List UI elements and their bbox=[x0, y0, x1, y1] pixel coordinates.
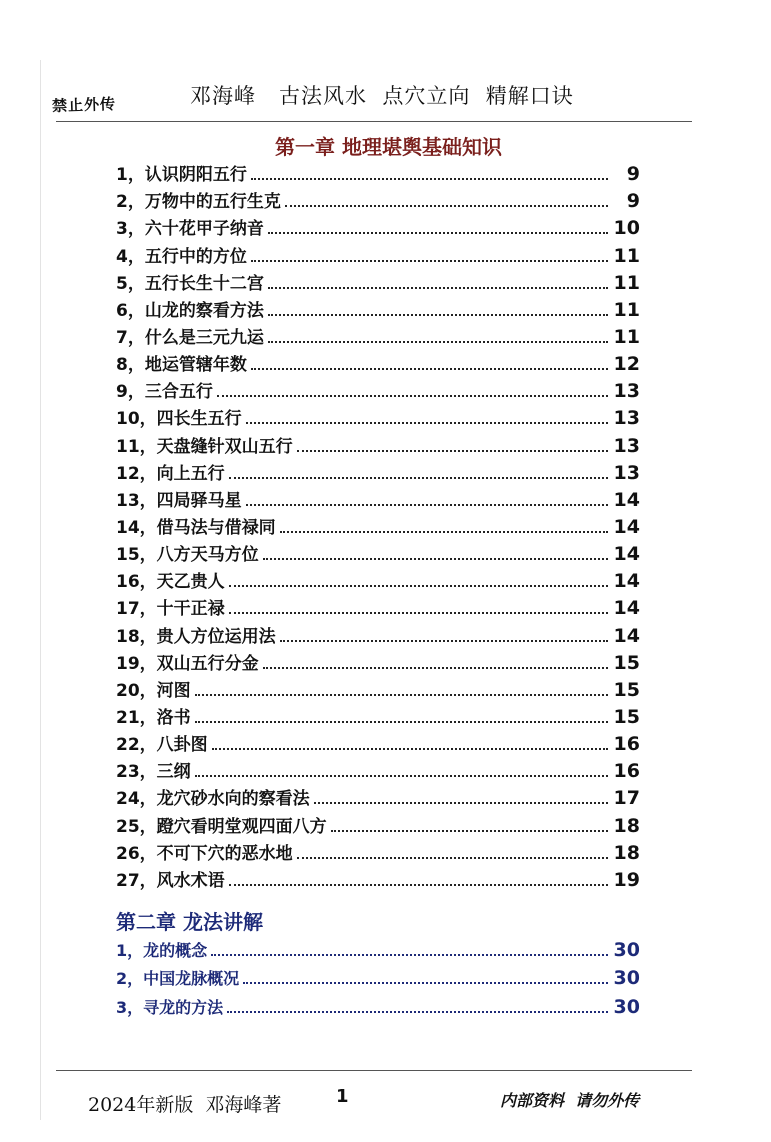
toc-entry-label: 6，山龙的察看方法 bbox=[116, 300, 264, 321]
toc-leader-dots bbox=[195, 721, 608, 723]
toc-entry-label: 20，河图 bbox=[116, 680, 191, 701]
toc-leader-dots bbox=[297, 450, 608, 452]
toc-entry[interactable] bbox=[116, 429, 640, 456]
toc-entry-label: 23，三纲 bbox=[116, 762, 191, 783]
toc-leader-dots bbox=[217, 395, 608, 397]
toc-entry-page: 13 bbox=[613, 407, 640, 430]
toc-entry-label: 3，六十花甲子纳音 bbox=[116, 219, 264, 240]
toc-entry-label: 27，风水术语 bbox=[116, 870, 225, 891]
toc-entry-page: 16 bbox=[613, 760, 640, 783]
toc-leader-dots bbox=[285, 205, 608, 207]
toc-entry[interactable] bbox=[116, 728, 640, 755]
toc-entry-page: 17 bbox=[613, 787, 640, 810]
toc-entry-label: 12，向上五行 bbox=[116, 463, 225, 484]
toc-entry-label: 9，三合五行 bbox=[116, 382, 213, 403]
toc-entry[interactable] bbox=[116, 674, 640, 701]
footer-edition: 2024年新版 邓海峰著 bbox=[88, 1094, 282, 1116]
toc-entry-page: 14 bbox=[613, 543, 640, 566]
toc-entry[interactable] bbox=[116, 294, 640, 321]
toc-entry-label: 21，洛书 bbox=[116, 707, 191, 728]
toc-entry-label: 14，借马法与借禄同 bbox=[116, 517, 276, 538]
toc-entry-label: 1，龙的概念 bbox=[116, 940, 208, 960]
toc-entry[interactable] bbox=[116, 864, 640, 891]
toc-entry-label: 10，四长生五行 bbox=[116, 409, 242, 430]
toc-leader-dots bbox=[195, 775, 608, 777]
toc-entry[interactable] bbox=[116, 321, 640, 348]
chapter2-title: 第二章 龙法讲解 bbox=[116, 910, 263, 934]
toc-entry[interactable] bbox=[116, 809, 640, 836]
toc-entry-label: 17，十干正禄 bbox=[116, 599, 225, 620]
toc-entry-page: 14 bbox=[613, 488, 640, 511]
toc-entry-page: 18 bbox=[613, 814, 640, 837]
toc-entry[interactable] bbox=[116, 592, 640, 619]
header-title: 邓海峰 古法风水 点穴立向 精解口诀 bbox=[190, 84, 574, 108]
toc-entry-page: 11 bbox=[613, 325, 640, 348]
toc-leader-dots bbox=[263, 667, 608, 669]
toc-entry[interactable] bbox=[116, 457, 640, 484]
toc-entry[interactable] bbox=[116, 565, 640, 592]
toc-entry-page: 11 bbox=[613, 271, 640, 294]
toc-leader-dots bbox=[314, 802, 608, 804]
toc-entry-label: 1，认识阴阳五行 bbox=[116, 165, 247, 186]
toc-entry-page: 30 bbox=[613, 938, 640, 961]
toc-entry-label: 25，蹬穴看明堂观四面八方 bbox=[116, 816, 327, 837]
toc-entry-label: 18，贵人方位运用法 bbox=[116, 626, 276, 647]
toc-entry-page: 14 bbox=[613, 597, 640, 620]
toc-entry[interactable] bbox=[116, 961, 640, 990]
toc-entry-label: 15，八方天马方位 bbox=[116, 545, 259, 566]
toc-entry-page: 11 bbox=[613, 298, 640, 321]
toc-entry-page: 19 bbox=[613, 868, 640, 891]
toc-leader-dots bbox=[229, 585, 608, 587]
toc-entry-page: 12 bbox=[613, 353, 640, 376]
toc-entry[interactable] bbox=[116, 932, 640, 961]
toc-entry[interactable] bbox=[116, 158, 640, 185]
toc-entry-page: 10 bbox=[613, 217, 640, 240]
page-edge bbox=[40, 60, 41, 1120]
toc-entry[interactable] bbox=[116, 185, 640, 212]
toc-entry-label: 22，八卦图 bbox=[116, 735, 208, 756]
chapter1-title: 第一章 地理堪舆基础知识 bbox=[275, 135, 502, 159]
toc-leader-dots bbox=[227, 1011, 607, 1013]
toc-leader-dots bbox=[268, 232, 608, 234]
toc-entry[interactable] bbox=[116, 782, 640, 809]
toc-entry[interactable] bbox=[116, 484, 640, 511]
toc-leader-dots bbox=[331, 830, 608, 832]
toc-entry[interactable] bbox=[116, 989, 640, 1018]
footer-page-number: 1 bbox=[336, 1086, 349, 1107]
footer-rule bbox=[56, 1070, 692, 1071]
toc-entry-page: 13 bbox=[613, 434, 640, 457]
toc-entry[interactable] bbox=[116, 239, 640, 266]
toc-leader-dots bbox=[268, 314, 608, 316]
toc-entry[interactable] bbox=[116, 267, 640, 294]
toc-leader-dots bbox=[280, 640, 608, 642]
toc-entry-label: 7，什么是三元九运 bbox=[116, 327, 264, 348]
toc-leader-dots bbox=[229, 477, 608, 479]
chapter2-toc bbox=[116, 932, 640, 1018]
toc-entry-page: 9 bbox=[626, 190, 640, 213]
header-stamp: 禁止外传 bbox=[51, 94, 117, 116]
toc-entry-label: 4，五行中的方位 bbox=[116, 246, 247, 267]
toc-leader-dots bbox=[246, 422, 608, 424]
toc-entry-page: 15 bbox=[613, 651, 640, 674]
toc-leader-dots bbox=[211, 954, 607, 956]
toc-entry-page: 18 bbox=[613, 841, 640, 864]
toc-entry-label: 19，双山五行分金 bbox=[116, 653, 259, 674]
toc-entry[interactable] bbox=[116, 619, 640, 646]
toc-entry[interactable] bbox=[116, 348, 640, 375]
toc-entry-page: 9 bbox=[626, 163, 640, 186]
toc-leader-dots bbox=[263, 558, 608, 560]
toc-entry[interactable] bbox=[116, 375, 640, 402]
toc-entry-page: 16 bbox=[613, 733, 640, 756]
toc-leader-dots bbox=[251, 368, 608, 370]
toc-entry[interactable] bbox=[116, 701, 640, 728]
toc-entry[interactable] bbox=[116, 402, 640, 429]
toc-leader-dots bbox=[229, 612, 608, 614]
toc-entry-label: 24，龙穴砂水向的察看法 bbox=[116, 789, 310, 810]
toc-entry-page: 13 bbox=[613, 380, 640, 403]
toc-leader-dots bbox=[212, 748, 608, 750]
toc-leader-dots bbox=[280, 531, 608, 533]
toc-entry-page: 14 bbox=[613, 570, 640, 593]
toc-entry-page: 14 bbox=[613, 515, 640, 538]
toc-leader-dots bbox=[229, 884, 608, 886]
toc-leader-dots bbox=[195, 694, 608, 696]
toc-entry[interactable] bbox=[116, 837, 640, 864]
toc-leader-dots bbox=[297, 857, 608, 859]
toc-entry[interactable] bbox=[116, 511, 640, 538]
toc-entry[interactable] bbox=[116, 647, 640, 674]
toc-entry-label: 3，寻龙的方法 bbox=[116, 997, 224, 1017]
toc-leader-dots bbox=[268, 287, 608, 289]
toc-entry[interactable] bbox=[116, 538, 640, 565]
toc-entry-page: 15 bbox=[613, 678, 640, 701]
toc-entry-label: 8，地运管辖年数 bbox=[116, 355, 247, 376]
toc-entry-label: 5，五行长生十二宫 bbox=[116, 273, 264, 294]
toc-entry-page: 13 bbox=[613, 461, 640, 484]
toc-entry-label: 11，天盘缝针双山五行 bbox=[116, 436, 293, 457]
toc-entry-page: 30 bbox=[613, 967, 640, 989]
toc-entry[interactable] bbox=[116, 755, 640, 782]
toc-leader-dots bbox=[243, 982, 607, 984]
toc-entry-page: 11 bbox=[613, 244, 640, 267]
toc-entry-label: 26，不可下穴的恶水地 bbox=[116, 843, 293, 864]
toc-entry-label: 2，中国龙脉概况 bbox=[116, 969, 240, 988]
toc-leader-dots bbox=[251, 260, 608, 262]
toc-leader-dots bbox=[246, 504, 608, 506]
toc-entry-page: 14 bbox=[613, 624, 640, 647]
toc-leader-dots bbox=[268, 341, 608, 343]
footer-note: 内部资料 请勿外传 bbox=[500, 1091, 640, 1110]
toc-entry-label: 13，四局驿马星 bbox=[116, 490, 242, 511]
chapter1-toc bbox=[116, 158, 640, 891]
toc-entry-label: 16，天乙贵人 bbox=[116, 572, 225, 593]
toc-leader-dots bbox=[251, 178, 608, 180]
toc-entry-label: 2，万物中的五行生克 bbox=[116, 192, 281, 213]
toc-entry-page: 30 bbox=[613, 995, 640, 1018]
toc-entry[interactable] bbox=[116, 212, 640, 239]
header-rule bbox=[56, 121, 692, 122]
toc-entry-page: 15 bbox=[613, 705, 640, 728]
